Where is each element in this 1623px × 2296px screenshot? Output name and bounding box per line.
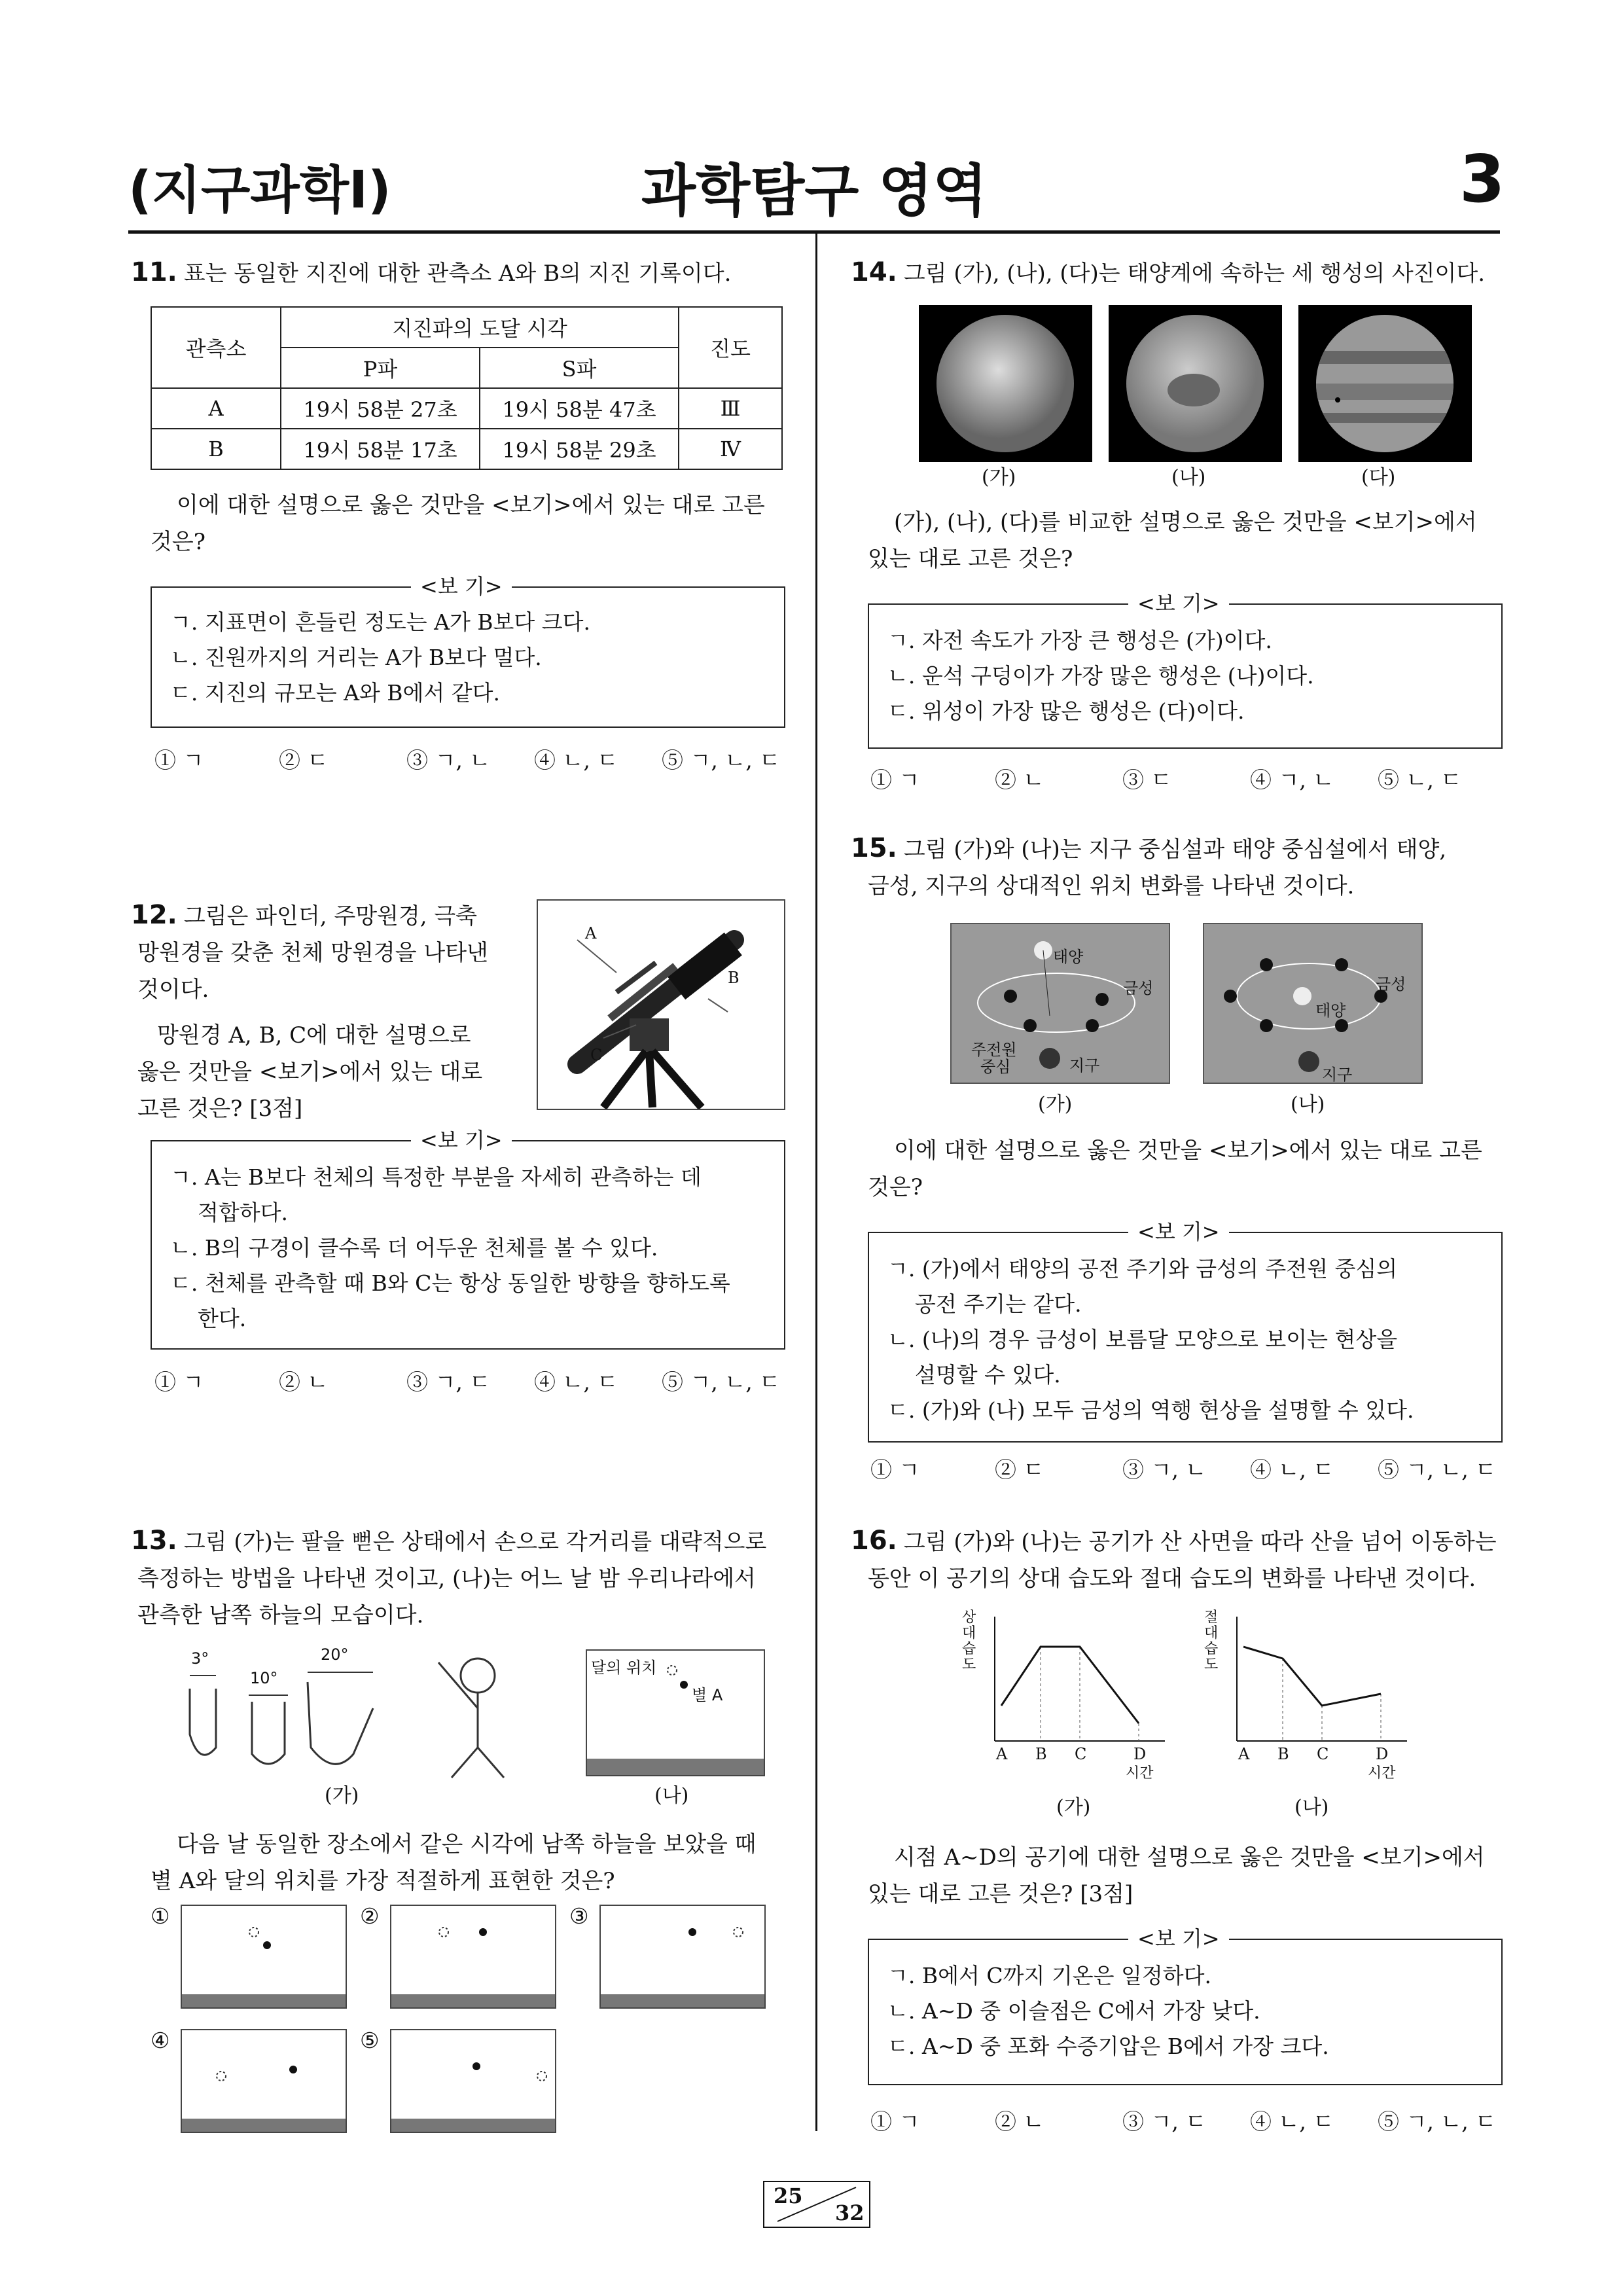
choice-3-marks [601,1906,764,2007]
option-3[interactable]: ③ ㄱ, ㄷ [1122,2109,1207,2134]
y-axis-label: 상대 습도 [962,1609,976,1673]
option-4[interactable]: ④ ㄱ, ㄴ [1250,767,1334,793]
q16-stem: 16. 그림 (가)와 (나)는 공기가 산 사면을 따라 산을 넘어 이동하는 동안 이 공기의 상대 습도와 절대 습도의 변화를 나타낸 것이다. [851,1526,1497,1592]
q13-choice-2[interactable]: ② [360,1898,556,2016]
q15-options [870,1456,1496,1484]
choice-1-marks [182,1906,346,2007]
chart-plot-area [1217,1610,1414,1761]
planet-venus-image [919,305,1092,462]
option-1[interactable]: ① ㄱ [870,767,920,793]
sun-label: 태양 [1315,1001,1346,1020]
q15-bogi-box: ㄱ. (가)에서 태양의 공전 주기와 금성의 주전원 중심의 공전 주기는 같다. ㄴ. (나)의 경우 금성이 보름달 모양으로 보이는 현상을 설명할 수 있다. ㄷ. (가)와 (나) 모두 금성의 역행 현상을 설명할 수 있다. [868,1232,1503,1443]
section-title: 과학탐구 영역 [641,158,988,224]
star-a-label: 별 A [692,1686,723,1704]
table-row: A 19시 58분 27초 19시 58분 47초 Ⅲ [151,388,782,429]
hand-angle-illustration [177,1649,517,1780]
q15-bogi-title: <보 기> [1128,1219,1229,1245]
q15-ask: 이에 대한 설명으로 옳은 것만을 <보기>에서 있는 대로 고른 것은? [868,1138,1482,1200]
q14-bogi-title: <보 기> [1128,590,1229,617]
q11-ask: 이에 대한 설명으로 옳은 것만을 <보기>에서 있는 대로 고른 것은? [151,492,765,555]
current-page: 25 [774,2183,803,2208]
planet-jupiter-image [1298,305,1472,462]
q11-bogi-title: <보 기> [411,573,512,600]
option-2[interactable]: ② ㄷ [279,747,329,773]
q11-options [154,746,780,775]
subject-title: (지구과학Ⅰ) [128,161,391,220]
header-rule [128,230,1500,234]
q13-stem: 13. 그림 (가)는 팔을 뻗은 상태에서 손으로 각거리를 대략적으로 측정하는 방법을 나타낸 것이고, (나)는 어느 날 밤 우리나라에서 관측한 남쪽 하늘의 모습이다. [131,1526,767,1628]
q13-ask: 다음 날 동일한 장소에서 같은 시각에 남쪽 하늘을 보았을 때 별 A와 달의 위치를 가장 적절하게 표현한 것은? [151,1831,757,1894]
south-sky-figure [586,1649,765,1776]
label-a: A [585,924,597,942]
y-axis-label: 절대 습도 [1204,1609,1219,1673]
page-number-mark: 3 [1459,141,1505,217]
option-5[interactable]: ⑤ ㄱ, ㄴ, ㄷ [1378,2109,1497,2134]
choice-sky-box [181,1905,347,2009]
column-divider [815,233,817,2131]
choice-2-marks [391,1906,555,2007]
angle-10deg: 10° [250,1669,278,1687]
q11-bogi-box: ㄱ. 지표면이 흔들린 정도는 A가 B보다 크다. ㄴ. 진원까지의 거리는 A가 B보다 멀다. ㄷ. 지진의 규모는 A와 B에서 같다. [151,586,785,728]
q13-choice-1[interactable]: ① [151,1898,347,2016]
humidity-chart-na [1204,1609,1414,1787]
q11-stem: 11. 표는 동일한 지진에 대한 관측소 A와 B의 지진 기록이다. [131,257,732,287]
x-tick-label: A [1238,1745,1250,1763]
chart-plot-area [975,1610,1171,1761]
angle-3deg: 3° [191,1649,209,1668]
telescope-figure [537,899,785,1110]
x-tick-label: A [996,1745,1008,1763]
label-b: B [728,969,740,987]
x-axis-label: 시간 [1368,1765,1396,1782]
q12-bogi-box: ㄱ. A는 B보다 천체의 특정한 부분을 자세히 관측하는 데 적합하다. ㄴ. B의 구경이 클수록 더 어두운 천체를 볼 수 있다. ㄷ. 천체를 관측할 때 B와 C는 항상 동일한 방향을 향하도록 한다. [151,1140,785,1350]
q14-cap-da: (다) [1361,466,1396,489]
q13-cap-ga: (가) [325,1784,359,1807]
option-2[interactable]: ② ㄴ [995,767,1044,793]
angle-20deg: 20° [321,1645,349,1664]
q13-choice-4[interactable]: ④ [151,2022,347,2140]
moon-star-marks [587,1651,764,1775]
option-5[interactable]: ⑤ ㄱ, ㄴ, ㄷ [1378,1457,1497,1482]
option-1[interactable]: ① ㄱ [870,1457,920,1482]
series-line [1001,1647,1139,1723]
choice-sky-box [390,1905,556,2009]
q15-stem: 15. 그림 (가)와 (나)는 지구 중심설과 태양 중심설에서 태양, 금성, 지구의 상대적인 위치 변화를 나타낸 것이다. [851,833,1447,899]
telescope-illustration [538,901,784,1109]
q12-options [154,1368,780,1397]
option-1[interactable]: ① ㄱ [154,1369,204,1395]
choice-5-marks [391,2030,555,2132]
table-row: B 19시 58분 17초 19시 58분 29초 Ⅳ [151,429,782,469]
option-4[interactable]: ④ ㄴ, ㄷ [1250,1457,1334,1482]
option-4[interactable]: ④ ㄴ, ㄷ [1250,2109,1334,2134]
q14-ask: (가), (나), (다)를 비교한 설명으로 옳은 것만을 <보기>에서 있는 대로 고른 것은? [868,509,1477,572]
planet-photo-da [1298,305,1472,462]
choice-sky-box [390,2029,556,2133]
x-tick-label: C [1075,1745,1087,1763]
x-tick-label: C [1317,1745,1329,1763]
x-tick-label: D [1133,1745,1147,1763]
q14-cap-na: (나) [1171,466,1206,489]
x-tick-label: B [1035,1745,1047,1763]
option-4[interactable]: ④ ㄴ, ㄷ [534,747,618,773]
total-pages: 32 [835,2200,865,2225]
heliocentric-model-figure [1203,923,1423,1084]
moon-position-label: 달의 위치 [591,1659,657,1677]
q13-choice-5[interactable]: ⑤ [360,2022,556,2140]
chart-guides [1283,1659,1381,1741]
epicycle-label-2: 중심 [980,1058,1011,1076]
option-1[interactable]: ① ㄱ [870,2109,920,2134]
choice-4-marks [182,2030,346,2132]
label-c: C [590,1046,603,1064]
q16-bogi-box: ㄱ. B에서 C까지 기온은 일정하다. ㄴ. A~D 중 이슬점은 C에서 가장 낮다. ㄷ. A~D 중 포화 수증기압은 B에서 가장 크다. [868,1939,1503,2085]
earth-label: 지구 [1322,1066,1353,1084]
q16-cap-ga: (가) [1056,1796,1091,1819]
option-1[interactable]: ① ㄱ [154,747,204,773]
q16-bogi-title: <보 기> [1128,1926,1229,1952]
q15-cap-ga: (가) [1038,1093,1073,1116]
planet-mars-image [1109,305,1282,462]
q13-choice-3[interactable]: ③ [569,1898,766,2016]
q12-bogi-title: <보 기> [411,1127,512,1153]
humidity-chart-ga [962,1609,1171,1787]
option-2[interactable]: ② ㄷ [995,1457,1044,1482]
x-axis-label: 시간 [1126,1765,1154,1782]
venus-label: 금성 [1123,979,1154,997]
q14-cap-ga: (가) [982,466,1016,489]
q11-seismic-table: 관측소 지진파의 도달 시각 진도 P파 S파 A 19시 58분 27초 19시 58분 47초 Ⅲ B 19시 58분 17초 19시 58분 29초 Ⅳ [151,306,783,470]
choice-sky-box [599,1905,766,2009]
q12-stem: 12. 그림은 파인더, 주망원경, 극축 망원경을 갖춘 천체 망원경을 나타낸 것이다. 망원경 A, B, C에 대한 설명으로 옳은 것만을 <보기>에서 있는 대로 고른 것은? [3점] [131,900,488,1122]
option-3[interactable]: ③ ㄷ [1122,767,1172,793]
epicycle-label-1: 주전원 [971,1041,1017,1059]
option-5[interactable]: ⑤ ㄱ, ㄴ, ㄷ [662,1369,781,1395]
option-3[interactable]: ③ ㄱ, ㄴ [406,747,491,773]
q14-bogi-box: ㄱ. 자전 속도가 가장 큰 행성은 (가)이다. ㄴ. 운석 구덩이가 가장 많은 행성은 (나)이다. ㄷ. 위성이 가장 많은 행성은 (다)이다. [868,603,1503,749]
planet-photo-ga [919,305,1092,462]
x-tick-label: D [1376,1745,1389,1763]
option-5[interactable]: ⑤ ㄱ, ㄴ, ㄷ [662,747,781,773]
option-3[interactable]: ③ ㄱ, ㄴ [1122,1457,1207,1482]
option-2[interactable]: ② ㄴ [279,1369,329,1395]
earth-label: 지구 [1069,1056,1100,1075]
q15-cap-na: (나) [1291,1093,1325,1116]
page-counter [763,2181,870,2228]
x-tick-label: B [1277,1745,1289,1763]
heliocentric-model-diagram [1204,924,1421,1083]
choice-sky-box [181,2029,347,2133]
q14-stem: 14. 그림 (가), (나), (다)는 태양계에 속하는 세 행성의 사진이다. [851,257,1486,287]
option-3[interactable]: ③ ㄱ, ㄷ [406,1369,491,1395]
venus-label: 금성 [1376,975,1406,994]
option-4[interactable]: ④ ㄴ, ㄷ [534,1369,618,1395]
sun-label: 태양 [1053,948,1084,966]
planet-photo-na [1109,305,1282,462]
q13-cap-na: (나) [654,1784,689,1807]
q14-options [870,766,1461,795]
option-5[interactable]: ⑤ ㄴ, ㄷ [1378,767,1462,793]
q16-ask: 시점 A~D의 공기에 대한 설명으로 옳은 것만을 <보기>에서 있는 대로 고른 것은? [3점] [868,1844,1485,1907]
geocentric-model-figure [950,923,1170,1084]
option-2[interactable]: ② ㄴ [995,2109,1044,2134]
series-line [1243,1647,1381,1706]
hand-angle-figure [177,1645,517,1780]
q16-cap-na: (나) [1294,1796,1329,1819]
q16-options [870,2108,1496,2136]
